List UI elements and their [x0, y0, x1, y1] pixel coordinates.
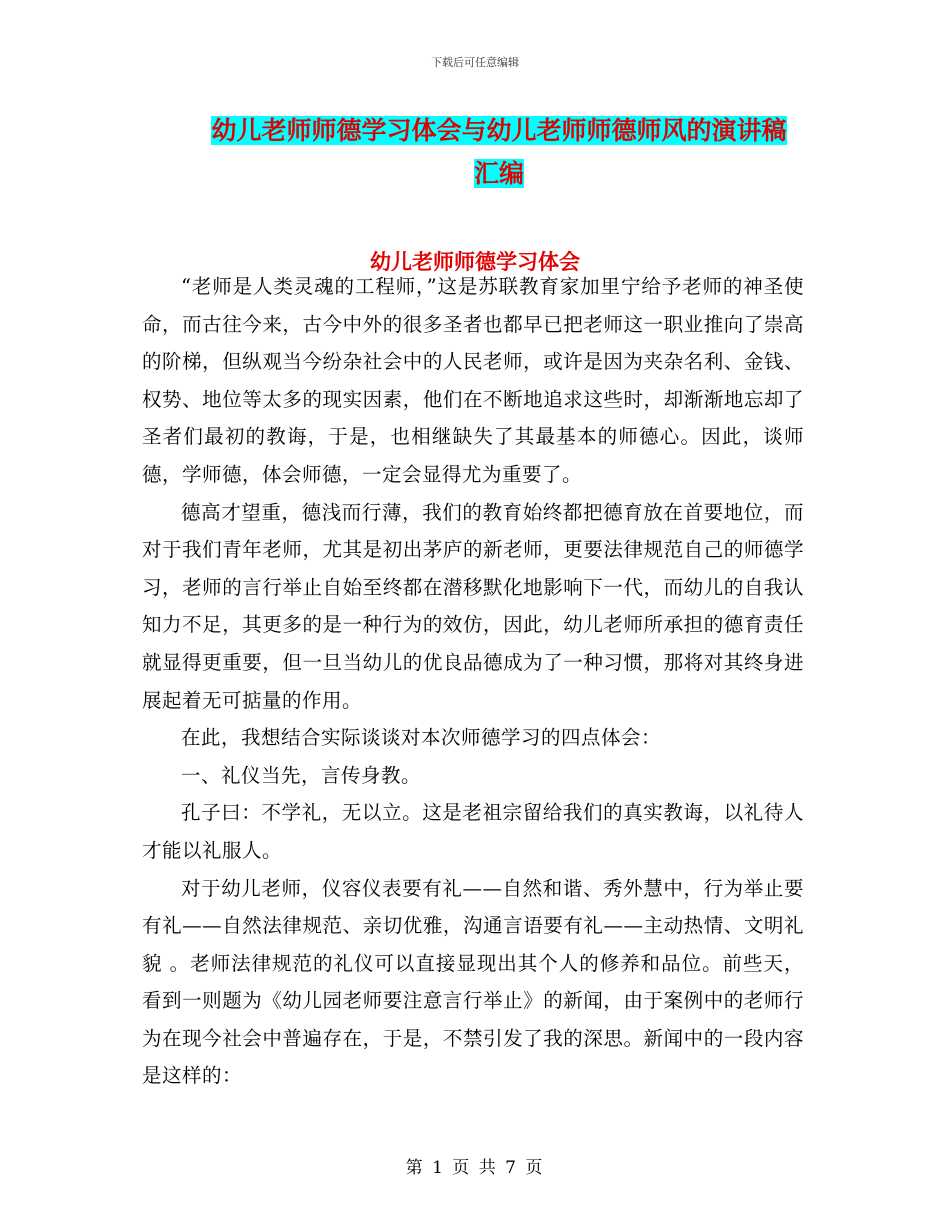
section-title: 幼儿老师师德学习体会 — [370, 250, 580, 274]
paragraph: 一、礼仪当先，言传身教。 — [181, 763, 422, 787]
header-note: 下载后可任意编辑 — [431, 56, 519, 69]
paragraph: 孔子曰：不学礼，无以立。这是老祖宗留给我们的真实教诲，以礼待人才能以礼服人。 — [142, 801, 804, 862]
document-title-line-2 — [195, 154, 803, 194]
title-highlight: 汇编 — [473, 159, 524, 188]
title-highlight: 幼儿老师师德学习体会与幼儿老师师德师风的演讲稿 — [211, 116, 787, 145]
document-title-line-1 — [195, 111, 803, 151]
page-footer: 第 1 页 共 7 页 — [405, 1158, 545, 1178]
paragraph: 对于幼儿老师，仪容仪表要有礼——自然和谐、秀外慧中，行为举止要有礼——自然法律规范、亲切优雅，沟通言语要有礼——主动热情、文明礼貌 。老师法律规范的礼仪可以直接显现出其个人的修养和品位。前些天，看到一则题为《幼儿园老师要注意言行举止》的新闻，由于案例中的老师行为在现今社会中普遍存在，于是，不禁引发了我的深思。新闻中的一段内容是这样的： — [142, 876, 804, 1088]
paragraph: 德高才望重，德浅而行薄，我们的教育始终都把德育放在首要地位，而对于我们青年老师，尤其是初出茅庐的新老师，更要法律规范自己的师德学习，老师的言行举止自始至终都在潜移默化地影响下一代，而幼儿的自我认知力不足，其更多的是一种行为的效仿，因此，幼儿老师所承担的德育责任就显得更重要，但一旦当幼儿的优良品德成为了一种习惯，那将对其终身进展起着无可掂量的作用。 — [142, 500, 804, 712]
paragraph: 在此，我想结合实际谈谈对本次师德学习的四点体会： — [181, 726, 662, 750]
paragraph: “老师是人类灵魂的工程师，”这是苏联教育家加里宁给予老师的神圣使命，而古往今来，古今中外的很多圣者也都早已把老师这一职业推向了崇高的阶梯，但纵观当今纷杂社会中的人民老师，或许是因为夹杂名利、金钱、权势、地位等太多的现实因素，他们在不断地追求这些时，却渐渐地忘却了圣者们最初的教诲，于是，也相继缺失了其最基本的师德心。因此，谈师德，学师德，体会师德，一定会显得尤为重要了。 — [142, 275, 804, 486]
document-body — [142, 268, 804, 1095]
